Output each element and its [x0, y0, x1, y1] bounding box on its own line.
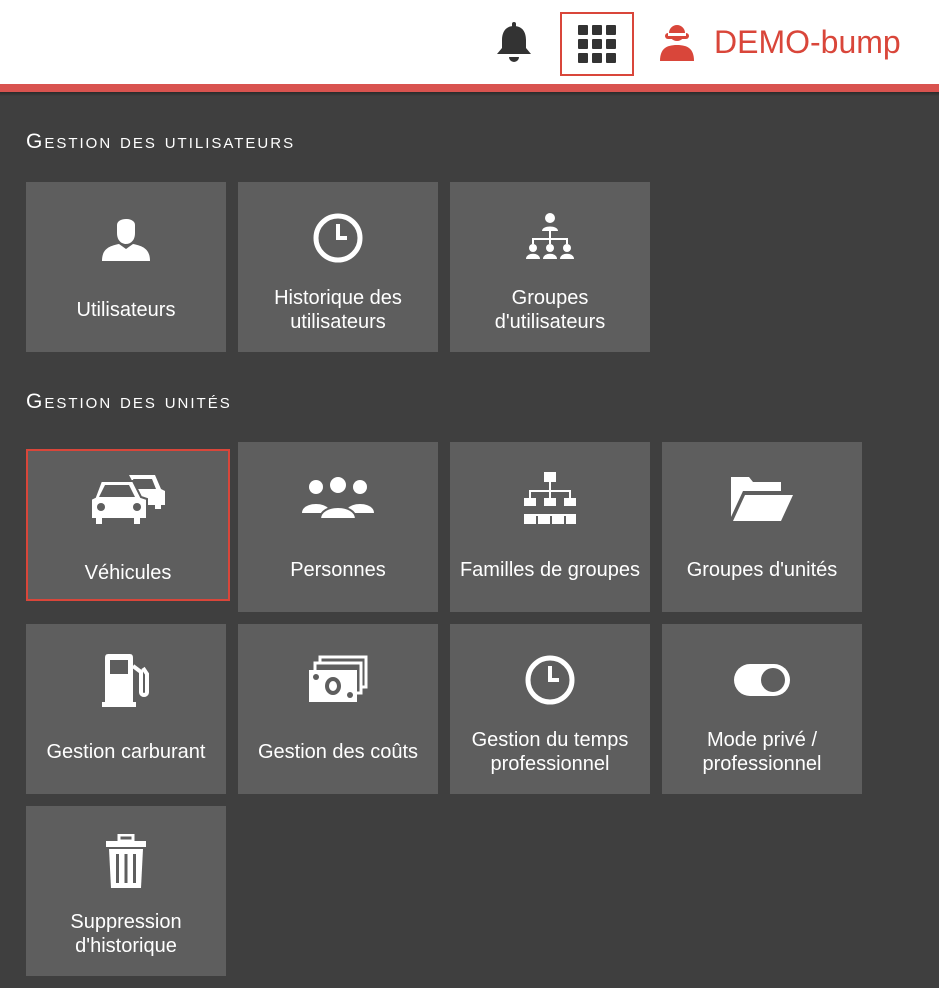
- apps-grid-button[interactable]: [560, 12, 634, 76]
- tile-label: Suppression d'historique: [70, 911, 182, 957]
- tile-label: Gestion des coûts: [257, 741, 419, 763]
- top-bar: [0, 0, 939, 84]
- tile-label: Gestion carburant: [46, 741, 206, 763]
- money-icon: [238, 648, 438, 712]
- tile-label: Historique des utilisateurs: [274, 287, 402, 333]
- grid-icon: [578, 25, 616, 63]
- trash-icon: [26, 830, 226, 894]
- cars-icon: [28, 467, 228, 531]
- tile-gestion-temps[interactable]: [450, 624, 650, 794]
- user-icon: [26, 206, 226, 270]
- header-accent-bar: [0, 84, 939, 92]
- folder-open-icon: [662, 466, 862, 530]
- tile-utilisateurs[interactable]: [26, 182, 226, 352]
- tile-label: Véhicules: [84, 562, 172, 584]
- people-icon: [238, 466, 438, 530]
- tile-suppression-historique[interactable]: [26, 806, 226, 976]
- tile-personnes[interactable]: [238, 442, 438, 612]
- tile-label: Groupes d'unités: [686, 559, 838, 581]
- section-title-users: Gestion des utilisateurs: [26, 130, 296, 153]
- user-hierarchy-icon: [450, 206, 650, 270]
- user-name: DEMO-bump: [714, 23, 901, 60]
- tile-gestion-couts[interactable]: [238, 624, 438, 794]
- tile-label: Familles de groupes: [459, 559, 641, 581]
- tile-label: Personnes: [290, 559, 386, 581]
- fuel-pump-icon: [26, 648, 226, 712]
- tile-gestion-carburant[interactable]: [26, 624, 226, 794]
- clock-icon: [238, 206, 438, 270]
- clock-icon: [450, 648, 650, 712]
- tile-label: Mode privé / professionnel: [702, 729, 822, 775]
- tile-groupes-utilisateurs[interactable]: [450, 182, 650, 352]
- tile-groupes-unites[interactable]: [662, 442, 862, 612]
- tile-mode-prive[interactable]: [662, 624, 862, 794]
- tile-label: Groupes d'utilisateurs: [494, 287, 606, 333]
- sitemap-icon: [450, 466, 650, 530]
- tile-familles-groupes[interactable]: [450, 442, 650, 612]
- user-menu[interactable]: [656, 20, 901, 64]
- bell-icon[interactable]: [492, 20, 536, 64]
- user-icon: [656, 21, 698, 63]
- tile-vehicules[interactable]: [26, 449, 230, 601]
- tile-label: Utilisateurs: [76, 299, 176, 321]
- tile-historique-utilisateurs[interactable]: [238, 182, 438, 352]
- toggle-icon: [662, 648, 862, 712]
- tile-label: Gestion du temps professionnel: [471, 729, 629, 775]
- section-title-units: Gestion des unités: [26, 390, 232, 413]
- header-shadow: [0, 92, 939, 96]
